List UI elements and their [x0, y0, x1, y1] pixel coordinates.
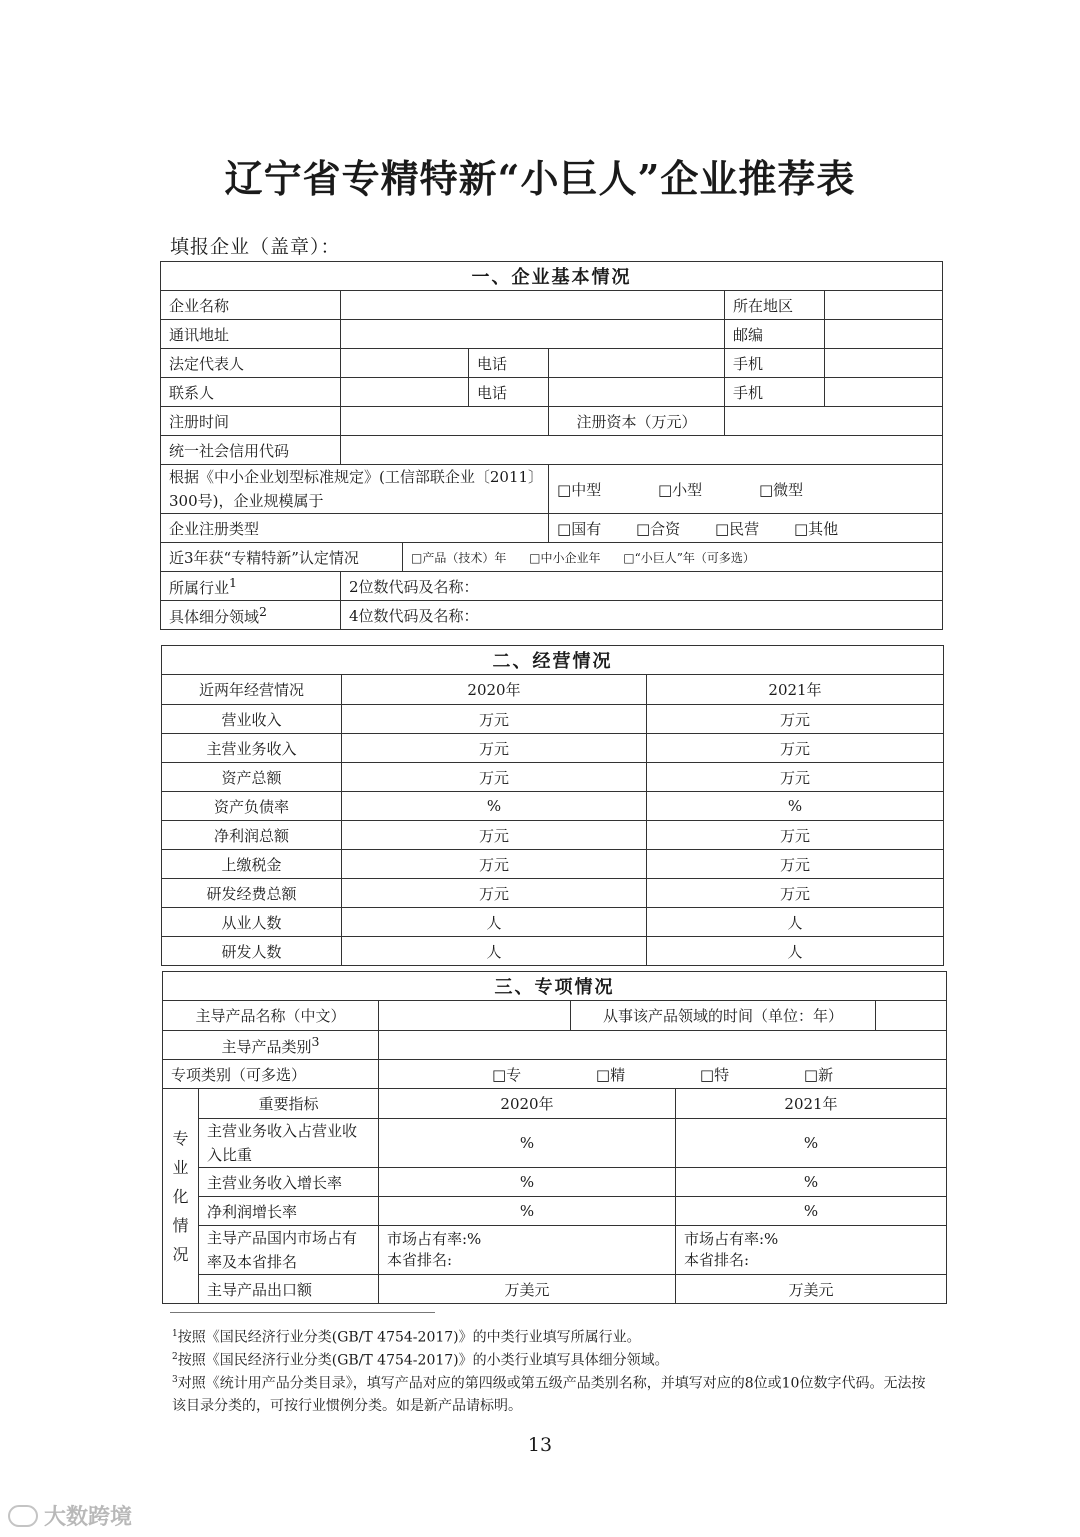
row-label-employees: 从业人数: [162, 908, 342, 937]
region-label: 所在地区: [725, 291, 825, 320]
indicator-year-2021: 2021年: [676, 1089, 947, 1119]
cert-option-sme[interactable]: □中小企业年: [529, 551, 601, 565]
special-option-jing[interactable]: □精: [595, 1065, 626, 1084]
special-option-te[interactable]: □特: [699, 1065, 730, 1084]
reg-time-label: 注册时间: [161, 407, 341, 436]
cert-option-product[interactable]: □产品（技术）年: [411, 551, 507, 565]
cert-option-giant[interactable]: □“小巨人”年（可多选）: [623, 551, 755, 565]
market-2021[interactable]: 市场占有率:% 本省排名:: [676, 1226, 947, 1275]
special-option-xin[interactable]: □新: [803, 1065, 834, 1084]
row-label-revenue: 营业收入: [162, 705, 342, 734]
row-label-rd-expense: 研发经费总额: [162, 879, 342, 908]
row-label-rd-staff: 研发人数: [162, 937, 342, 966]
address-label: 通讯地址: [161, 320, 341, 349]
indicator-label-main-growth: 主营业务收入增长率: [199, 1168, 379, 1197]
address-field[interactable]: [341, 320, 725, 349]
reg-capital-field[interactable]: [725, 407, 943, 436]
net-profit-2020[interactable]: 万元: [342, 821, 647, 850]
market-2020[interactable]: 市场占有率:% 本省排名:: [379, 1226, 676, 1275]
basic-info-table: [160, 261, 943, 630]
profit-growth-2020[interactable]: %: [379, 1197, 676, 1226]
special-table: [162, 971, 947, 1304]
net-profit-2021[interactable]: 万元: [647, 821, 944, 850]
row-label-taxes: 上缴税金: [162, 850, 342, 879]
legal-rep-phone-field[interactable]: [549, 349, 725, 378]
footnote-separator: [170, 1312, 435, 1313]
product-name-label: 主导产品名称（中文）: [163, 1001, 379, 1031]
row-label-main-revenue: 主营业务收入: [162, 734, 342, 763]
cert-options: [403, 543, 943, 572]
year-2021-header: 2021年: [647, 675, 944, 705]
subfield-field[interactable]: 4位数代码及名称：: [341, 601, 943, 630]
rd-staff-2020[interactable]: 人: [342, 937, 647, 966]
watermark: [8, 1500, 132, 1531]
reg-type-state[interactable]: □国有: [557, 519, 602, 538]
reg-type-label: 企业注册类型: [161, 514, 549, 543]
indicator-header: 重要指标: [199, 1089, 379, 1119]
product-name-field[interactable]: [379, 1001, 571, 1031]
credit-code-label: 统一社会信用代码: [161, 436, 341, 465]
employees-2021[interactable]: 人: [647, 908, 944, 937]
specialization-vertical-label: 专业化情况: [163, 1089, 199, 1304]
page-title: 辽宁省专精特新“小巨人”企业推荐表: [224, 156, 856, 201]
revenue-2020[interactable]: 万元: [342, 705, 647, 734]
page-number: 13: [527, 1434, 553, 1456]
product-time-field[interactable]: [876, 1001, 947, 1031]
operation-table: [161, 645, 944, 966]
product-category-label: 主导产品类别$^3$: [163, 1031, 379, 1060]
product-category-field[interactable]: [379, 1031, 947, 1060]
contact-phone-label: 电话: [469, 378, 549, 407]
scale-options: [549, 465, 943, 514]
section-heading-special: 三、专项情况: [163, 972, 947, 1001]
reg-time-field[interactable]: [341, 407, 549, 436]
scale-option-micro[interactable]: □微型: [758, 480, 804, 499]
reg-capital-label: 注册资本（万元）: [549, 407, 725, 436]
scale-option-small[interactable]: □小型: [657, 480, 703, 499]
watermark-text: 大数跨境: [44, 1505, 133, 1530]
product-time-label: 从事该产品领域的时间（单位：年）: [571, 1001, 876, 1031]
postcode-label: 邮编: [725, 320, 825, 349]
watermark-logo-icon: [8, 1505, 38, 1527]
legal-rep-mobile-label: 手机: [725, 349, 825, 378]
rd-expense-2020[interactable]: 万元: [342, 879, 647, 908]
contact-mobile-label: 手机: [725, 378, 825, 407]
export-2021[interactable]: 万美元: [676, 1275, 947, 1304]
debt-ratio-2021[interactable]: %: [647, 792, 944, 821]
postcode-field[interactable]: [825, 320, 943, 349]
rd-expense-2021[interactable]: 万元: [647, 879, 944, 908]
contact-field[interactable]: [341, 378, 469, 407]
indicator-year-2020: 2020年: [379, 1089, 676, 1119]
reg-type-options: [549, 514, 943, 543]
special-option-zhuan[interactable]: □专: [491, 1065, 522, 1084]
legal-rep-field[interactable]: [341, 349, 469, 378]
export-2020[interactable]: 万美元: [379, 1275, 676, 1304]
scale-label: 根据《中小企业划型标准规定》(工信部联企业〔2011〕300号)，企业规模属于: [161, 465, 549, 514]
row-label-net-profit: 净利润总额: [162, 821, 342, 850]
profit-growth-2021[interactable]: %: [676, 1197, 947, 1226]
company-name-field[interactable]: [341, 291, 725, 320]
main-share-2020[interactable]: %: [379, 1119, 676, 1168]
company-name-label: 企业名称: [161, 291, 341, 320]
row-label-total-assets: 资产总额: [162, 763, 342, 792]
reg-type-private[interactable]: □民营: [714, 519, 760, 538]
contact-phone-field[interactable]: [549, 378, 725, 407]
subfield-label: 具体细分领域$^2$: [161, 601, 341, 630]
indicator-label-main-share: 主营业务收入占营业收入比重: [199, 1119, 379, 1168]
indicator-label-export: 主导产品出口额: [199, 1275, 379, 1304]
legal-rep-mobile-field[interactable]: [825, 349, 943, 378]
industry-field[interactable]: 2位数代码及名称：: [341, 572, 943, 601]
taxes-2021[interactable]: 万元: [647, 850, 944, 879]
reg-type-other[interactable]: □其他: [793, 519, 839, 538]
contact-mobile-field[interactable]: [825, 378, 943, 407]
total-assets-2020[interactable]: 万元: [342, 763, 647, 792]
debt-ratio-2020[interactable]: %: [342, 792, 647, 821]
legal-rep-phone-label: 电话: [469, 349, 549, 378]
main-growth-2021[interactable]: %: [676, 1168, 947, 1197]
year-2020-header: 2020年: [342, 675, 647, 705]
reg-type-jv[interactable]: □合资: [635, 519, 681, 538]
total-assets-2021[interactable]: 万元: [647, 763, 944, 792]
footnote-3: $^3$对照《统计用产品分类目录》，填写产品对应的第四级或第五级产品类别名称，并填写对应的8位或10位数字代码。无法按该目录分类的，可按行业惯例分类。如是新产品请标明。: [172, 1375, 926, 1414]
operation-col-label: 近两年经营情况: [162, 675, 342, 705]
region-field[interactable]: [825, 291, 943, 320]
legal-rep-label: 法定代表人: [161, 349, 341, 378]
footnote-2: $^2$按照《国民经济行业分类(GB/T 4754-2017)》的小类行业填写具体细分领域。: [172, 1352, 669, 1369]
rd-staff-2021[interactable]: 人: [647, 937, 944, 966]
employees-2020[interactable]: 人: [342, 908, 647, 937]
special-type-label: 专项类别（可多选）: [163, 1060, 379, 1089]
special-type-options: [379, 1060, 947, 1089]
main-growth-2020[interactable]: %: [379, 1168, 676, 1197]
contact-label: 联系人: [161, 378, 341, 407]
row-label-debt-ratio: 资产负债率: [162, 792, 342, 821]
credit-code-field[interactable]: [341, 436, 943, 465]
cert-label: 近3年获“专精特新”认定情况: [161, 543, 403, 572]
industry-label: 所属行业$^1$: [161, 572, 341, 601]
taxes-2020[interactable]: 万元: [342, 850, 647, 879]
indicator-label-market: 主导产品国内市场占有率及本省排名: [199, 1226, 379, 1275]
scale-option-medium[interactable]: □中型: [557, 480, 602, 499]
footnote-1: $^1$按照《国民经济行业分类(GB/T 4754-2017)》的中类行业填写所属行业。: [172, 1329, 641, 1346]
main-revenue-2020[interactable]: 万元: [342, 734, 647, 763]
filler-company-label: 填报企业（盖章）：: [170, 236, 341, 258]
section-heading-operation: 二、经营情况: [162, 646, 944, 675]
revenue-2021[interactable]: 万元: [647, 705, 944, 734]
section-heading-basic: 一、企业基本情况: [161, 262, 943, 291]
main-revenue-2021[interactable]: 万元: [647, 734, 944, 763]
indicator-label-profit-growth: 净利润增长率: [199, 1197, 379, 1226]
main-share-2021[interactable]: %: [676, 1119, 947, 1168]
